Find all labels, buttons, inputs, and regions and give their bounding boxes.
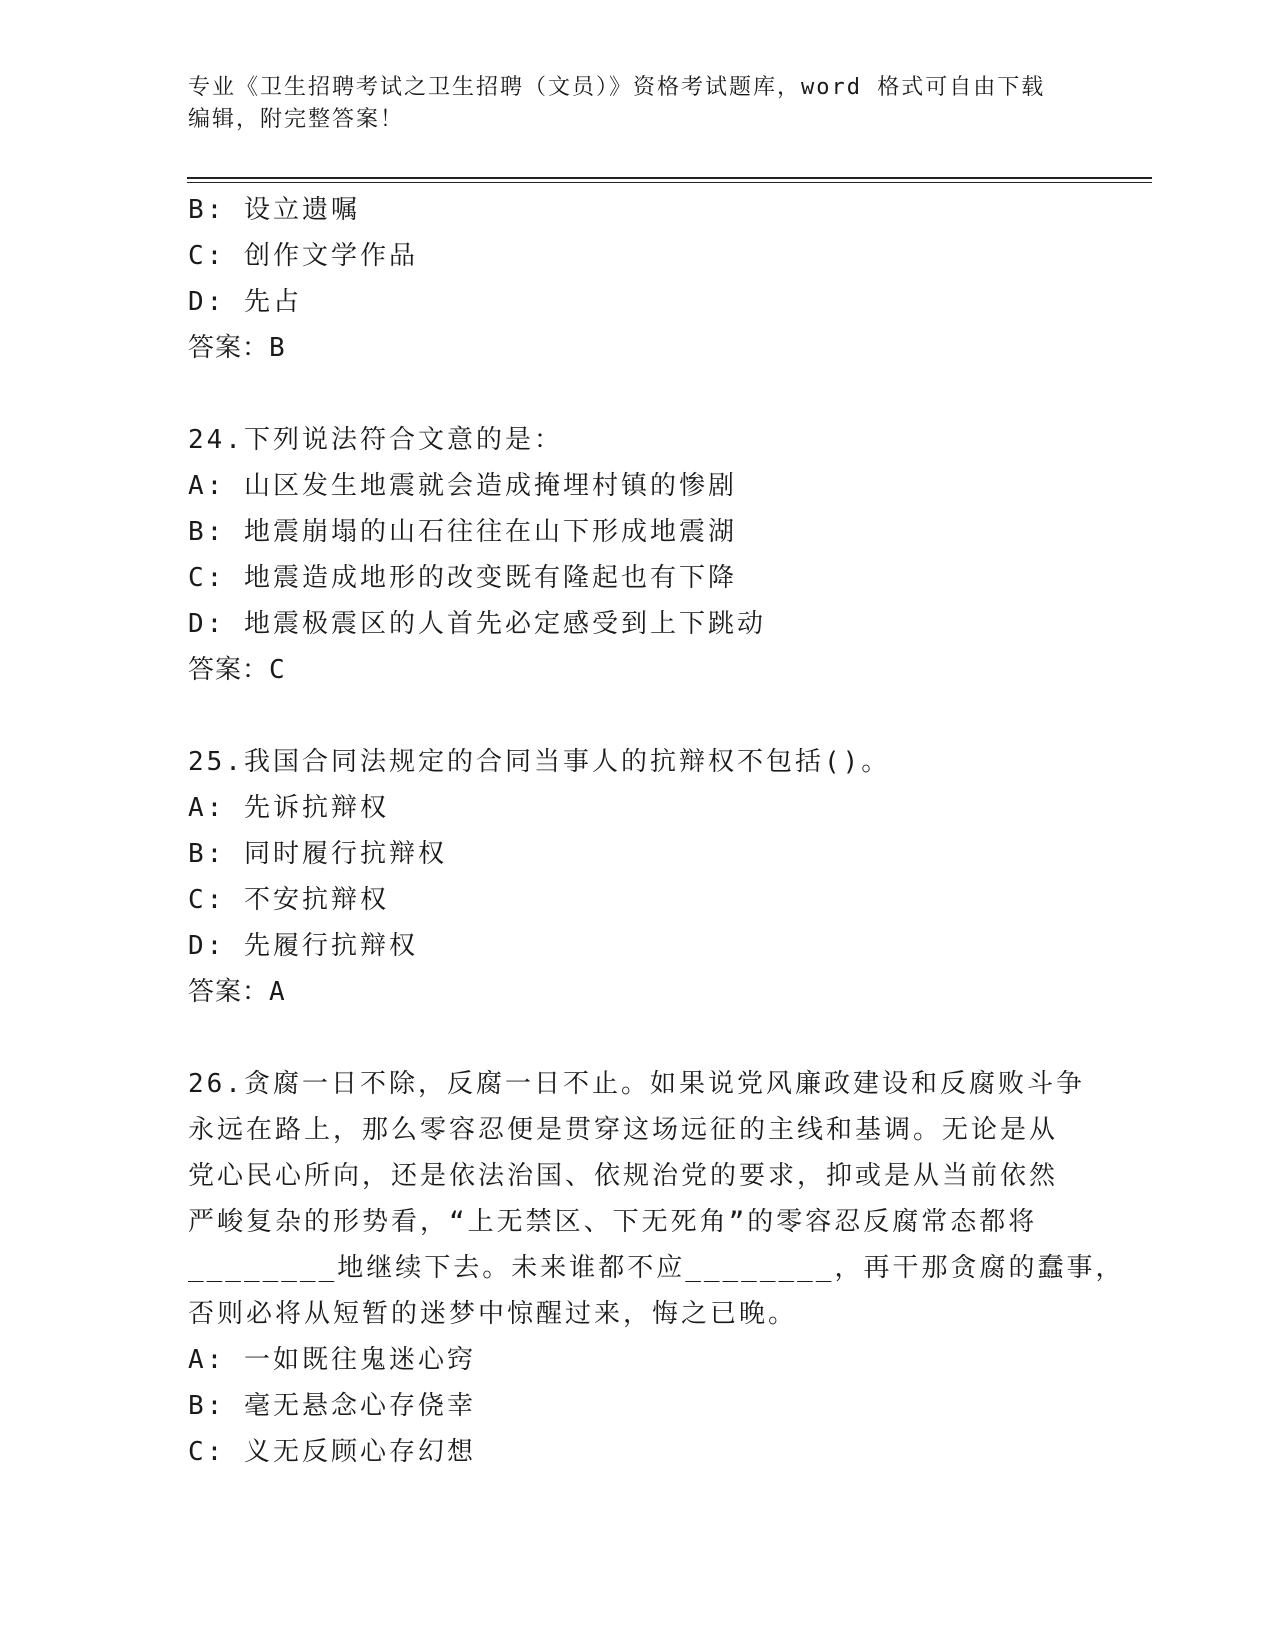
question-text-line: 否则必将从短暂的迷梦中惊醒过来，悔之已晚。	[188, 1299, 798, 1329]
answer-line	[188, 325, 1088, 371]
option-c: C: 创作文学作品	[188, 241, 418, 271]
question-26	[188, 1061, 1125, 1475]
option-a: A: 先诉抗辩权	[188, 793, 389, 823]
header-line-1: 专业《卫生招聘考试之卫生招聘（文员）》资格考试题库，word 格式可自由下载	[188, 75, 1046, 100]
answer-label: 答案：	[188, 655, 270, 685]
question-text-line: 党心民心所向，还是依法治国、依规治党的要求，抑或是从当前依然	[188, 1161, 1059, 1191]
spacer	[188, 1015, 1088, 1061]
question-25	[188, 739, 1088, 1015]
question-text: 24.下列说法符合文意的是：	[188, 425, 563, 455]
question-24	[188, 417, 1088, 693]
option-b: B: 同时履行抗辩权	[188, 839, 447, 869]
header-divider	[187, 177, 1152, 183]
option-d: D: 地震极震区的人首先必定感受到上下跳动	[188, 609, 766, 639]
option-b: B: 地震崩塌的山石往往在山下形成地震湖	[188, 517, 737, 547]
answer-value: A	[269, 977, 288, 1007]
question-text-line: 永远在路上，那么零容忍便是贯穿这场远征的主线和基调。无论是从	[188, 1115, 1059, 1145]
spacer	[188, 371, 1088, 417]
document-header	[188, 72, 1088, 136]
question-text: 25.我国合同法规定的合同当事人的抗辩权不包括()。	[188, 747, 891, 777]
option-c: C: 地震造成地形的改变既有隆起也有下降	[188, 563, 737, 593]
answer-line	[188, 969, 1088, 1015]
answer-value: C	[269, 655, 288, 685]
option-c: C: 不安抗辩权	[188, 885, 389, 915]
option-a: A: 山区发生地震就会造成掩埋村镇的惨剧	[188, 471, 737, 501]
question-text-line: 26.贪腐一日不除，反腐一日不止。如果说党风廉政建设和反腐败斗争	[188, 1069, 1085, 1099]
option-a: A: 一如既往鬼迷心窍	[188, 1345, 476, 1375]
answer-line	[188, 647, 1088, 693]
answer-label: 答案：	[188, 977, 270, 1007]
question-23	[188, 187, 1088, 371]
option-b: B: 设立遗嘱	[188, 195, 360, 225]
question-list	[188, 187, 1125, 1475]
header-line-2: 编辑，附完整答案！	[188, 107, 405, 132]
question-text-line: ________地继续下去。未来谁都不应________，再干那贪腐的蠢事，	[188, 1253, 1125, 1283]
option-d: D: 先履行抗辩权	[188, 931, 418, 961]
option-b: B: 毫无悬念心存侥幸	[188, 1391, 476, 1421]
spacer	[188, 693, 1088, 739]
option-d: D: 先占	[188, 287, 302, 317]
option-c: C: 义无反顾心存幻想	[188, 1437, 476, 1467]
answer-value: B	[269, 333, 288, 363]
answer-label: 答案：	[188, 333, 270, 363]
question-text-line: 严峻复杂的形势看，“上无禁区、下无死角”的零容忍反腐常态都将	[188, 1207, 1038, 1237]
